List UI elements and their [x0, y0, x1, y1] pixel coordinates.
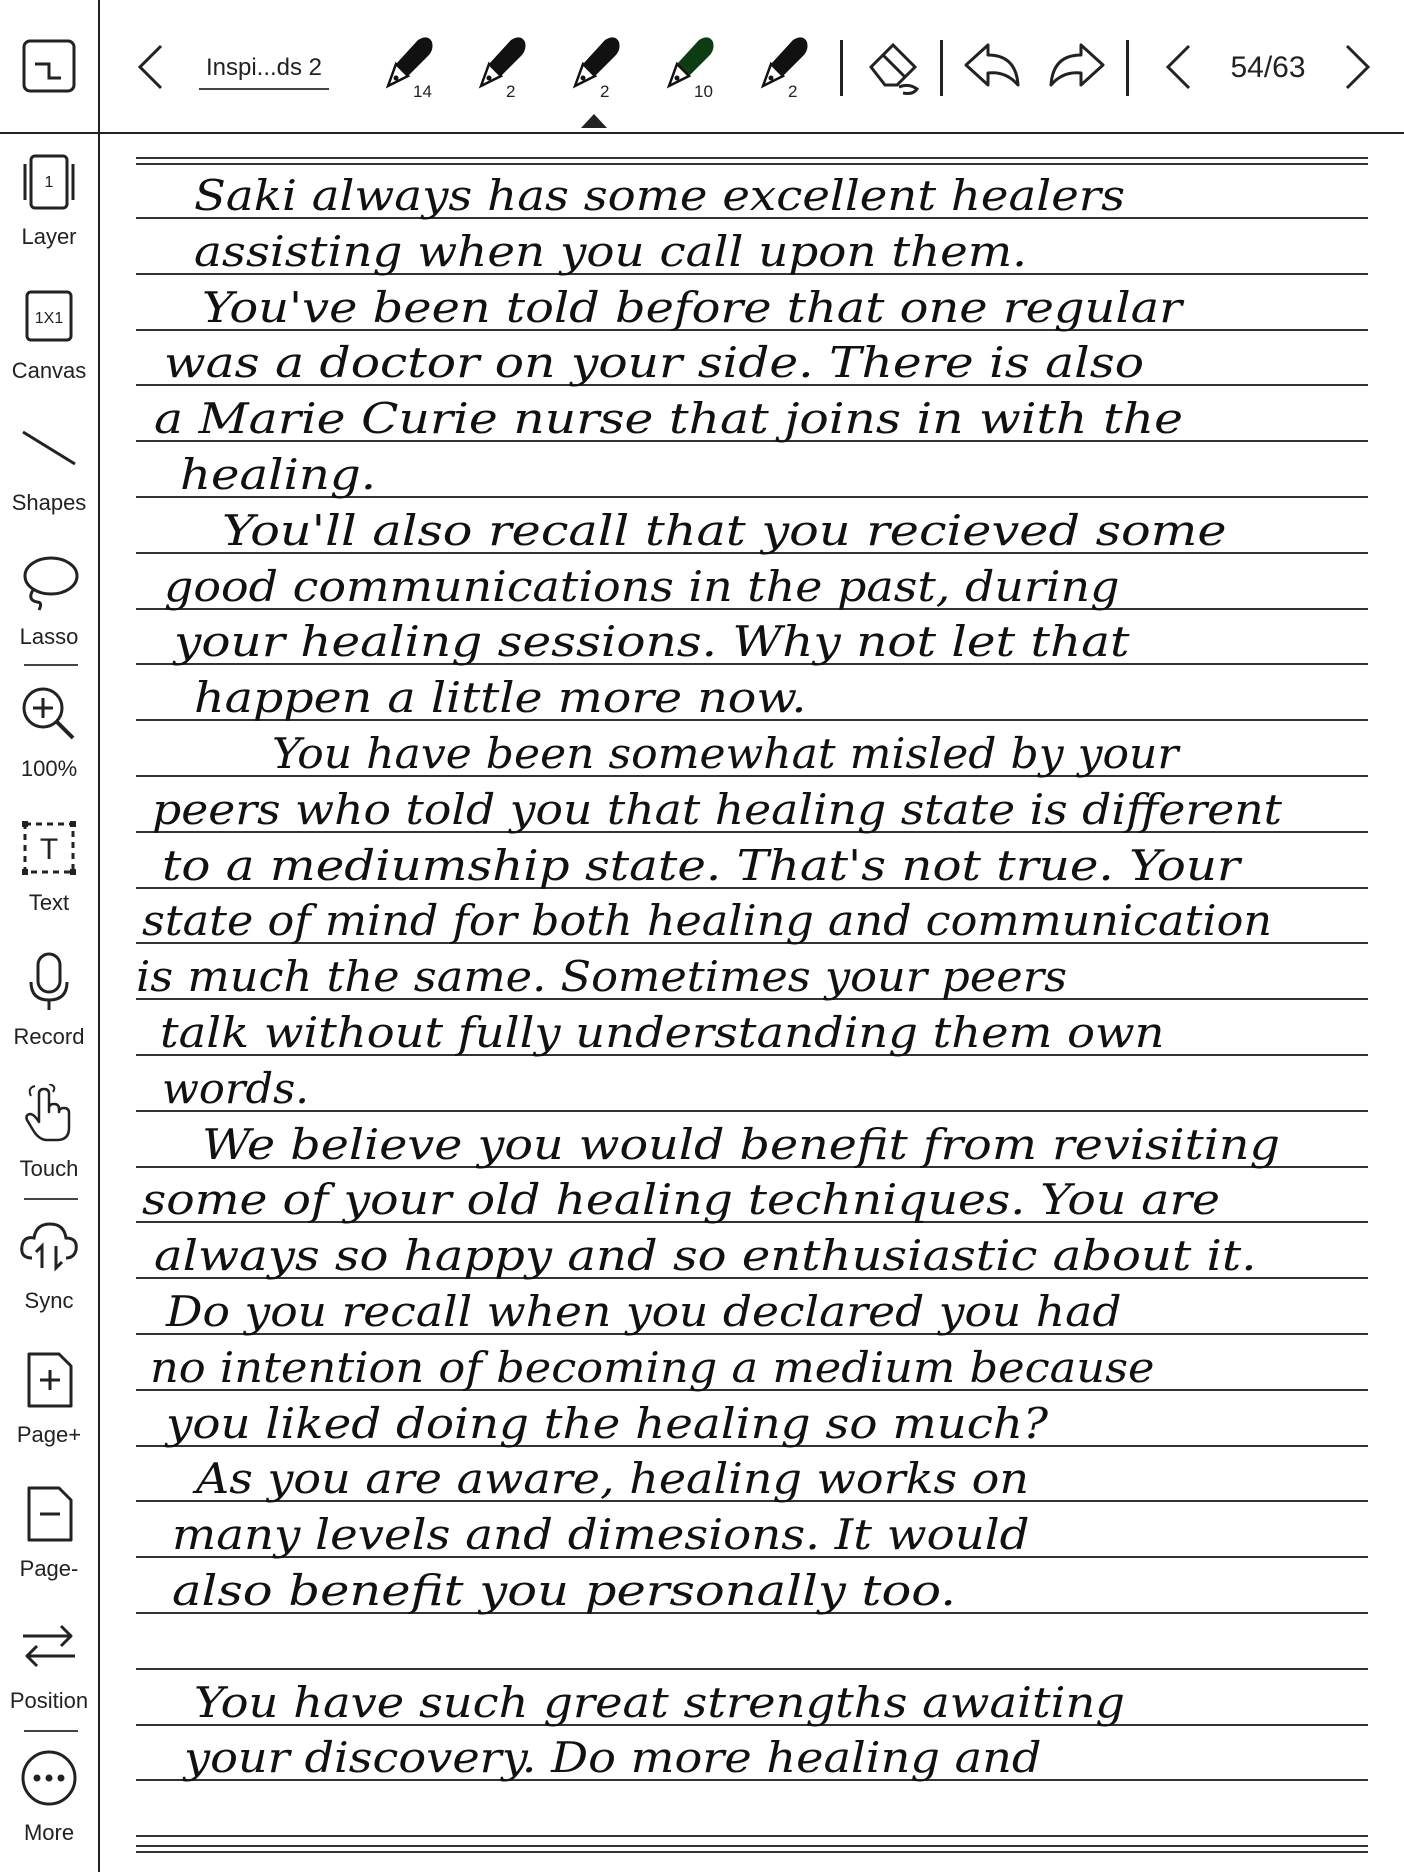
sidebar-item-shapes[interactable] [0, 416, 98, 536]
sidebar-item-label: Sync [24, 1288, 74, 1313]
pen-nib-icon [753, 30, 813, 100]
note-corner-icon [21, 38, 77, 94]
sidebar-item-label: Text [28, 890, 70, 915]
pen-slot-1[interactable] [378, 30, 448, 110]
sidebar-item-sync[interactable] [0, 1214, 98, 1334]
sidebar-item-text[interactable] [0, 816, 98, 936]
previous-page-button[interactable] [1158, 42, 1198, 92]
page-add-icon [19, 1350, 79, 1410]
undo-button[interactable] [960, 38, 1024, 98]
handwritten-line: words. [162, 1064, 309, 1113]
pen-size-label: 2 [600, 82, 610, 101]
pen-slot-5[interactable] [753, 30, 823, 110]
redo-icon [1047, 41, 1107, 95]
chevron-left-icon [1163, 43, 1193, 91]
page-indicator[interactable]: 54/63 [1230, 51, 1306, 84]
microphone-icon [19, 952, 79, 1012]
pen-size-label: 2 [506, 82, 516, 101]
sidebar-divider [24, 1198, 78, 1200]
ruled-page[interactable] [102, 136, 1404, 1872]
handwritten-line: You have such great strengths awaiting [194, 1678, 1125, 1727]
sidebar-item-position[interactable] [0, 1614, 98, 1734]
handwritten-line: you liked doing the healing so much? [163, 1399, 1049, 1448]
handwritten-line: Saki always has some excellent healers [194, 171, 1125, 220]
selected-pen-indicator [581, 114, 607, 128]
pen-nib-icon [471, 30, 531, 100]
handwritten-line: We believe you would benefit from revisiting [202, 1120, 1280, 1169]
toolbar-divider [940, 40, 943, 96]
sidebar-item-label: Position [9, 1688, 89, 1713]
redo-button[interactable] [1045, 38, 1109, 98]
svg-text:1X1: 1X1 [34, 310, 64, 327]
sidebar-item-page-remove[interactable] [0, 1482, 98, 1602]
sidebar-item-label: Shapes [11, 490, 87, 515]
swap-arrows-icon [19, 1616, 79, 1676]
sidebar-item-label: Touch [19, 1156, 79, 1181]
lasso-icon [19, 552, 79, 612]
pen-size-label: 10 [694, 82, 713, 101]
layer-icon [19, 152, 79, 212]
handwritten-line: healing. [180, 450, 376, 499]
sidebar-item-label: 100% [20, 756, 78, 781]
zoom-in-icon [19, 684, 79, 744]
sidebar-item-layer[interactable] [0, 150, 98, 270]
handwritten-line: state of mind for both healing and communication [142, 896, 1272, 945]
handwritten-line: good communications in the past, during [164, 562, 1120, 611]
sidebar-item-label: More [23, 1820, 75, 1845]
sidebar-item-zoom[interactable] [0, 682, 98, 802]
handwritten-line: Do you recall when you declared you had [164, 1287, 1122, 1336]
pen-slot-4[interactable] [659, 30, 729, 110]
handwritten-line: some of your old healing techniques. You are [142, 1175, 1220, 1224]
handwritten-line: is much the same. Sometimes your peers [136, 952, 1067, 1001]
eraser-button[interactable] [860, 34, 928, 102]
back-button[interactable] [130, 42, 170, 92]
touch-hand-icon [19, 1084, 79, 1144]
top-toolbar [0, 0, 1404, 134]
sidebar-item-label: Page- [19, 1556, 79, 1581]
toolbar-divider [840, 40, 843, 96]
document-title[interactable]: Inspi...ds 2 [199, 50, 329, 90]
sidebar-divider [24, 664, 78, 666]
pen-size-label: 14 [413, 82, 432, 101]
handwritten-line: many levels and dimesions. It would [172, 1510, 1030, 1559]
sidebar-item-record[interactable] [0, 950, 98, 1070]
toolbar-divider [1126, 40, 1129, 96]
pen-slot-2[interactable] [471, 30, 541, 110]
sidebar-item-touch[interactable] [0, 1082, 98, 1202]
left-sidebar [0, 134, 100, 1872]
canvas-icon [19, 286, 79, 346]
handwritten-line: happen a little more now. [194, 673, 807, 722]
handwritten-line: a Marie Curie nurse that joins in with the [154, 394, 1183, 443]
handwritten-line: You've been told before that one regular [202, 283, 1186, 332]
text-box-icon [19, 818, 79, 878]
eraser-icon [863, 37, 925, 99]
sidebar-divider [24, 1730, 78, 1732]
chevron-left-icon [135, 43, 165, 91]
sidebar-item-label: Layer [21, 224, 77, 249]
pen-slot-3-selected[interactable] [565, 30, 635, 110]
svg-text:T: T [39, 833, 59, 866]
page-remove-icon [19, 1484, 79, 1544]
handwritten-line: was a doctor on your side. There is also [164, 338, 1144, 387]
chevron-right-icon [1343, 43, 1373, 91]
handwritten-line: peers who told you that healing state is different [152, 785, 1283, 834]
next-page-button[interactable] [1338, 42, 1378, 92]
pen-size-label: 2 [788, 82, 798, 101]
sidebar-item-label: Record [13, 1024, 85, 1049]
handwritten-line: your healing sessions. Why not let that [171, 617, 1130, 666]
pen-nib-icon [565, 30, 625, 100]
cloud-sync-icon [18, 1216, 80, 1276]
sidebar-item-more[interactable] [0, 1746, 98, 1866]
handwritten-line: You'll also recall that you recieved some [222, 506, 1227, 555]
handwritten-line: also benefit you personally too. [172, 1566, 956, 1615]
sidebar-item-label: Canvas [11, 358, 87, 383]
sidebar-item-canvas[interactable] [0, 284, 98, 404]
svg-text:1: 1 [44, 174, 54, 191]
more-icon [19, 1748, 79, 1808]
sidebar-item-page-add[interactable] [0, 1348, 98, 1468]
sidebar-item-label: Lasso [19, 624, 79, 649]
handwritten-line: always so happy and so enthusiastic about it. [154, 1231, 1257, 1280]
handwritten-line: assisting when you call upon them. [194, 227, 1027, 276]
handwritten-line: to a mediumship state. That's not true. Your [162, 841, 1244, 890]
handwritten-line: As you are aware, healing works on [191, 1454, 1029, 1503]
note-canvas[interactable] [102, 136, 1404, 1872]
exit-note-button[interactable] [0, 0, 100, 132]
handwritten-line: no intention of becoming a medium because [150, 1343, 1155, 1392]
handwritten-line: talk without fully understanding them own [160, 1008, 1165, 1057]
sidebar-item-lasso[interactable] [0, 550, 98, 670]
handwritten-line: your discovery. Do more healing and [181, 1733, 1042, 1782]
line-shape-icon [19, 418, 79, 478]
handwritten-line: You have been somewhat misled by your [272, 729, 1182, 778]
sidebar-item-label: Page+ [16, 1422, 82, 1447]
undo-icon [962, 41, 1022, 95]
